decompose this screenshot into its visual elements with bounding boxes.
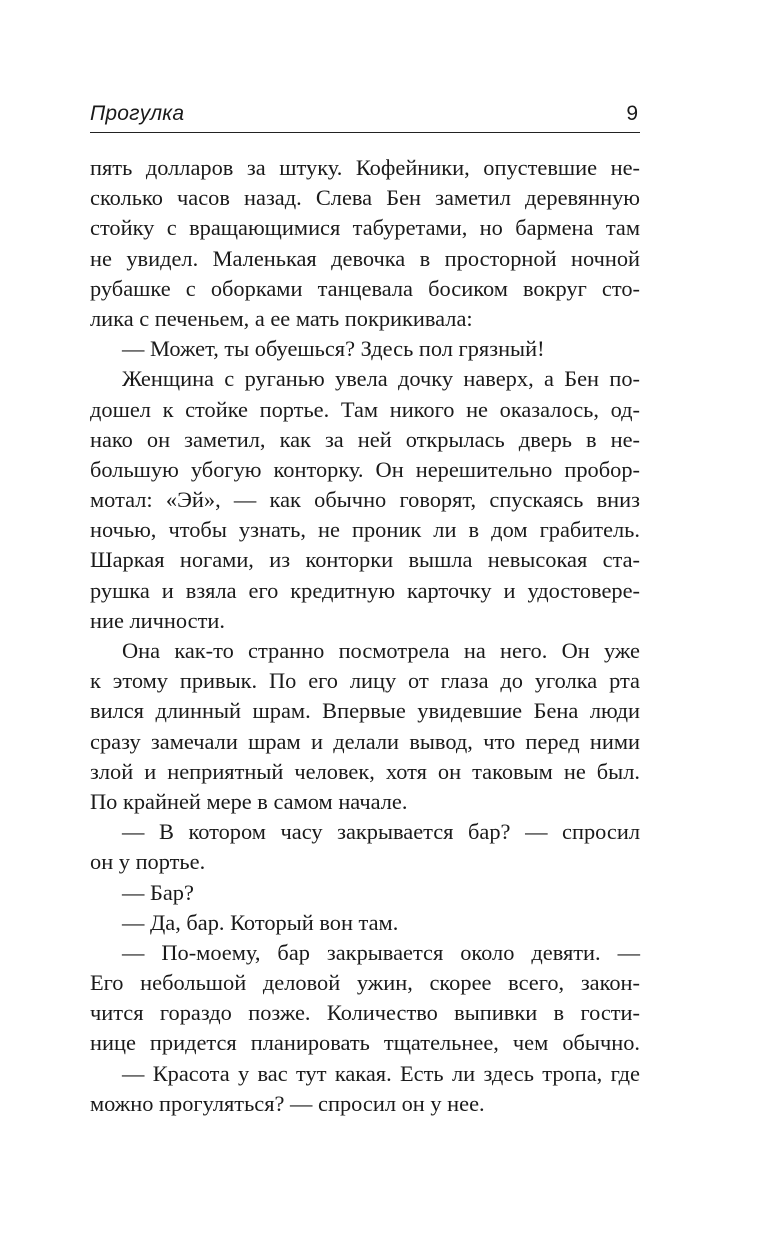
- text-line: стойку с вращающимися табуретами, но бармена там: [90, 215, 640, 241]
- text-line: большую убогую конторку. Он нерешительно пробор-: [90, 456, 640, 482]
- text-line: ночью, чтобы узнать, не проник ли в дом грабитель.: [90, 517, 640, 543]
- text-line: ние личности.: [90, 607, 225, 633]
- text-line: нице придется планировать тщательнее, чем обычно.: [90, 1030, 640, 1056]
- text-line: — Красота у вас тут какая. Есть ли здесь тропа, где: [122, 1060, 640, 1086]
- text-line: к этому привык. По его лицу от глаза до уголка рта: [90, 668, 640, 694]
- text-line: По крайней мере в самом начале.: [90, 788, 408, 814]
- text-line: — В котором часу закрывается бар? — спросил: [122, 819, 640, 845]
- text-line: вился длинный шрам. Впервые увидевшие Бена люди: [90, 698, 640, 724]
- text-line: Женщина с руганью увела дочку наверх, а Бен по-: [122, 366, 640, 392]
- text-line: — Может, ты обуешься? Здесь пол грязный!: [122, 336, 545, 362]
- text-line: он у портье.: [90, 849, 206, 875]
- text-line: рушка и взяла его кредитную карточку и удостовере-: [90, 577, 640, 603]
- running-header: [90, 100, 640, 133]
- text-line: рубашке с оборками танцевала босиком вокруг сто-: [90, 275, 640, 301]
- page-number: 9: [626, 102, 638, 125]
- text-line: Шаркая ногами, из конторки вышла невысокая ста-: [90, 547, 640, 573]
- body-text: [90, 153, 640, 1119]
- text-line: пять долларов за штуку. Кофейники, опустевшие не-: [90, 155, 640, 180]
- text-line: Его небольшой деловой ужин, скорее всего, закон-: [90, 970, 640, 996]
- text-line: лика с печеньем, а ее мать покрикивала:: [90, 305, 473, 331]
- text-line: — Да, бар. Который вон там.: [122, 909, 399, 935]
- text-line: можно прогуляться? — спросил он у нее.: [90, 1090, 485, 1116]
- text-line: сколько часов назад. Слева Бен заметил деревянную: [90, 185, 640, 211]
- text-line: нако он заметил, как за ней открылась дверь в не-: [90, 426, 640, 452]
- text-line: злой и неприятный человек, хотя он таковым не был.: [90, 758, 640, 784]
- text-line: Она как-то странно посмотрела на него. Он уже: [122, 638, 640, 663]
- text-line: сразу замечали шрам и делали вывод, что перед ними: [90, 728, 640, 754]
- text-line: — Бар?: [122, 879, 194, 905]
- section-title: Прогулка: [90, 102, 185, 125]
- text-line: мотал: «Эй», — как обычно говорят, спускаясь вниз: [90, 487, 640, 513]
- text-line: не увидел. Маленькая девочка в просторной ночной: [90, 245, 640, 271]
- text-line: чится гораздо позже. Количество выпивки в гости-: [90, 1000, 640, 1026]
- text-line: — По-моему, бар закрывается около девяти. —: [122, 939, 640, 965]
- text-line: дошел к стойке портье. Там никого не оказалось, од-: [90, 396, 640, 422]
